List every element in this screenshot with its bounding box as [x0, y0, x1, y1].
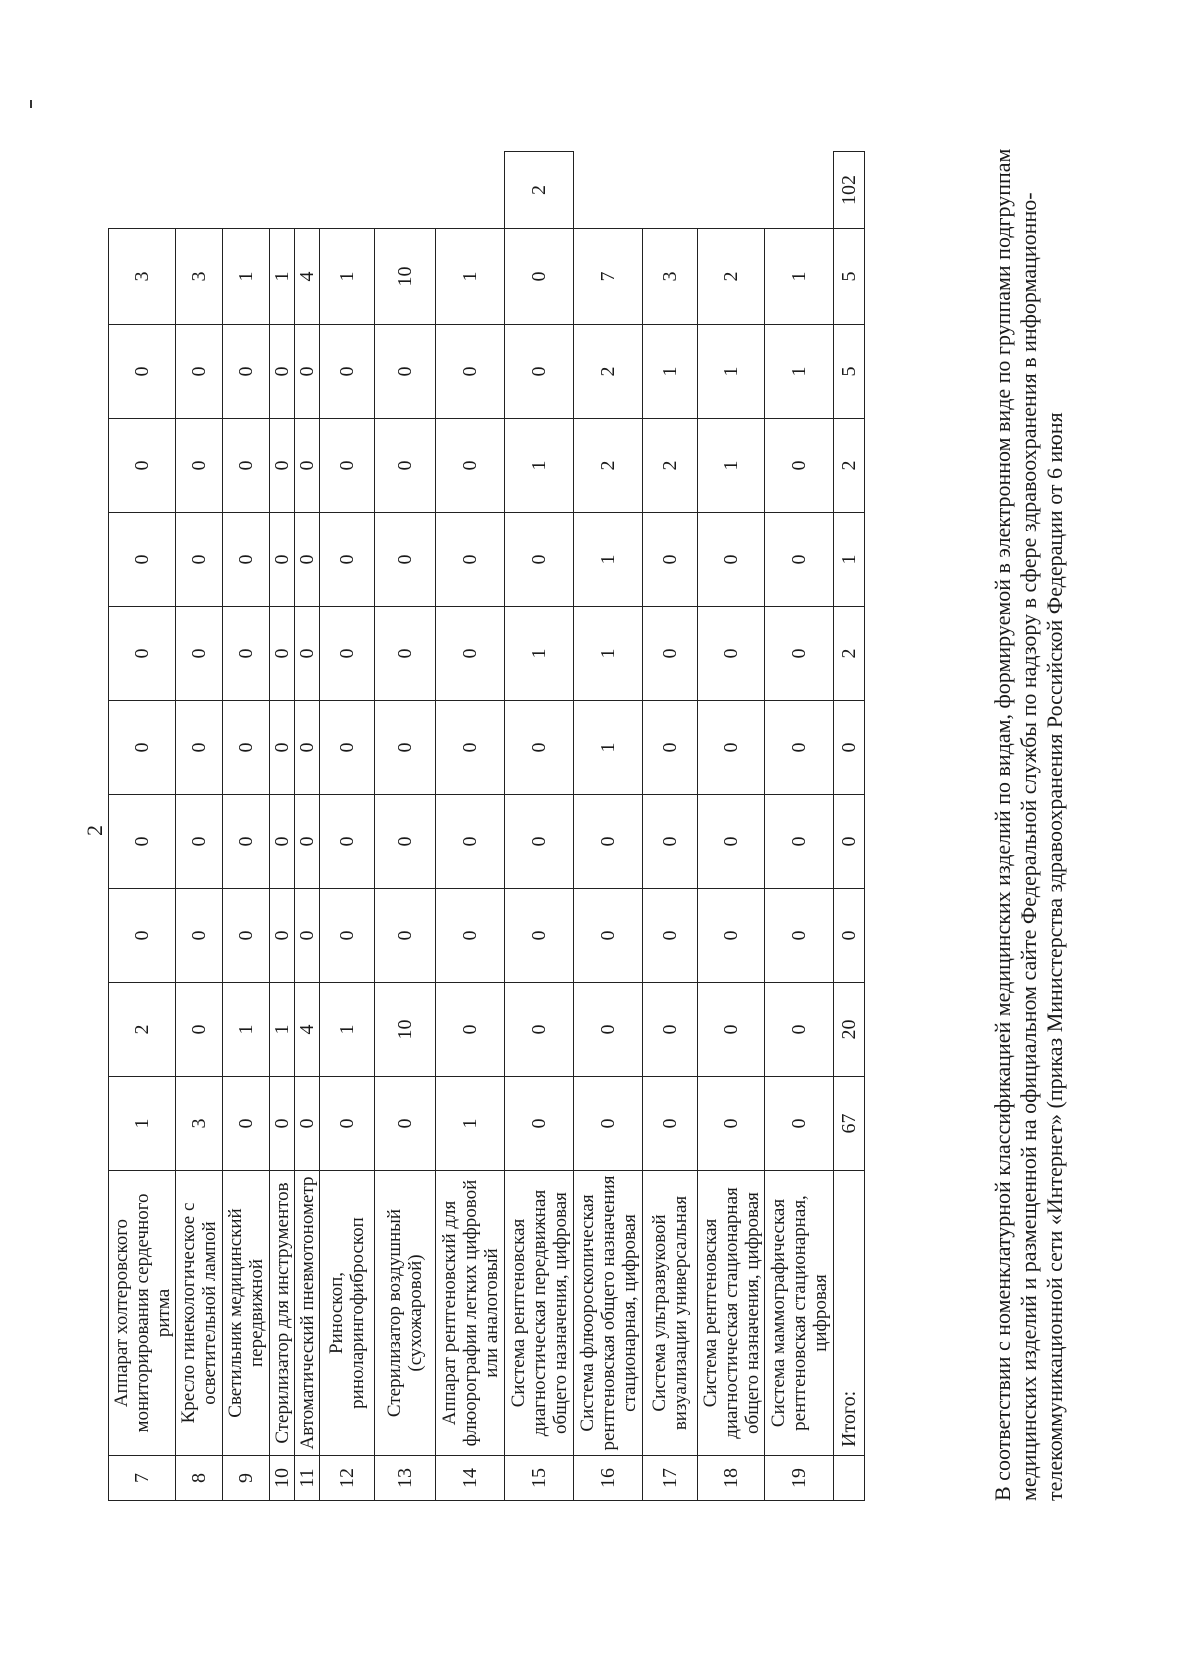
table-row — [765, 152, 834, 1501]
count-cell: 0 — [109, 889, 176, 983]
count-cell: 0 — [765, 419, 834, 513]
count-cell: 0 — [436, 983, 505, 1077]
count-cell: 1 — [109, 1077, 176, 1171]
count-cell: 0 — [270, 795, 295, 889]
page-number: 2 — [82, 825, 107, 836]
count-cell: 0 — [375, 795, 436, 889]
count-cell: 0 — [176, 325, 223, 419]
count-cell: 0 — [295, 325, 320, 419]
count-cell: 0 — [643, 889, 698, 983]
count-cell: 3 — [176, 1077, 223, 1171]
count-cell: 1 — [698, 325, 765, 419]
count-cell: 0 — [223, 607, 270, 701]
count-cell: 0 — [436, 513, 505, 607]
count-cell: 0 — [270, 419, 295, 513]
count-cell: 0 — [436, 419, 505, 513]
total-count-cell: 2 — [834, 419, 865, 513]
table-row — [176, 152, 223, 1501]
count-cell: 0 — [505, 1077, 574, 1171]
count-cell: 0 — [643, 795, 698, 889]
count-cell: 0 — [574, 983, 643, 1077]
count-cell: 0 — [505, 325, 574, 419]
row-total-cell: 2 — [505, 152, 574, 229]
count-cell: 0 — [320, 889, 375, 983]
count-cell: 1 — [505, 419, 574, 513]
count-cell: 0 — [109, 513, 176, 607]
count-cell: 0 — [436, 607, 505, 701]
row-number-cell: 14 — [436, 1456, 505, 1501]
count-cell: 0 — [765, 1077, 834, 1171]
total-label-cell: Итого: — [834, 1171, 865, 1456]
total-count-cell: 0 — [834, 701, 865, 795]
count-cell: 0 — [375, 325, 436, 419]
total-count-cell: 0 — [834, 889, 865, 983]
count-cell: 0 — [436, 795, 505, 889]
count-cell: 0 — [320, 607, 375, 701]
count-cell: 0 — [436, 889, 505, 983]
count-cell: 0 — [765, 607, 834, 701]
count-cell: 1 — [643, 325, 698, 419]
device-name-cell: Риноскоп, риноларингофиброскоп — [320, 1171, 375, 1456]
count-cell: 0 — [109, 325, 176, 419]
count-cell: 0 — [295, 889, 320, 983]
row-total-cell: 1 — [223, 229, 270, 325]
count-cell: 2 — [574, 325, 643, 419]
count-cell: 0 — [643, 513, 698, 607]
row-number-cell: 11 — [295, 1456, 320, 1501]
count-cell: 0 — [270, 607, 295, 701]
count-cell: 1 — [436, 1077, 505, 1171]
row-total-cell: 10 — [375, 229, 436, 325]
count-cell: 0 — [295, 607, 320, 701]
count-cell: 0 — [176, 607, 223, 701]
count-cell: 0 — [223, 701, 270, 795]
total-count-cell: 1 — [834, 513, 865, 607]
count-cell: 0 — [176, 513, 223, 607]
total-count-cell: 2 — [834, 607, 865, 701]
count-cell: 0 — [223, 795, 270, 889]
count-cell: 0 — [375, 701, 436, 795]
table-row — [375, 152, 436, 1501]
count-cell: 0 — [270, 513, 295, 607]
row-total-cell: 1 — [765, 229, 834, 325]
equipment-table-wrapper — [108, 151, 865, 1501]
count-cell: 0 — [643, 983, 698, 1077]
row-number-cell: 15 — [505, 1456, 574, 1501]
count-cell: 0 — [765, 701, 834, 795]
count-cell: 0 — [375, 889, 436, 983]
device-name-cell: Аппарат холтеровского мониторирования сердечного ритма — [109, 1171, 176, 1456]
device-name-cell: Система маммографическая рентгеновская стационарная, цифровая — [765, 1171, 834, 1456]
count-cell: 0 — [109, 607, 176, 701]
count-cell: 1 — [320, 983, 375, 1077]
equipment-table — [108, 151, 865, 1501]
count-cell: 0 — [109, 795, 176, 889]
count-cell: 0 — [320, 419, 375, 513]
count-cell: 0 — [574, 889, 643, 983]
count-cell: 0 — [698, 983, 765, 1077]
footnote — [990, 101, 1068, 1501]
count-cell: 0 — [176, 701, 223, 795]
count-cell: 0 — [505, 889, 574, 983]
row-number-cell: 10 — [270, 1456, 295, 1501]
device-name-cell: Стерилизатор для инструментов — [270, 1171, 295, 1456]
count-cell: 0 — [643, 1077, 698, 1171]
device-name-cell: Система флюороскопическая рентгеновская общего назначения стационарная, цифровая — [574, 1171, 643, 1456]
count-cell: 1 — [505, 607, 574, 701]
row-number-cell: 7 — [109, 1456, 176, 1501]
row-total-cell: 1 — [270, 229, 295, 325]
count-cell: 0 — [765, 513, 834, 607]
device-name-cell: Аппарат рентгеновский для флюорографии легких цифровой или аналоговый — [436, 1171, 505, 1456]
row-number-cell: 16 — [574, 1456, 643, 1501]
count-cell: 0 — [223, 325, 270, 419]
row-total-cell: 2 — [698, 229, 765, 325]
count-cell: 2 — [109, 983, 176, 1077]
row-total-cell: 1 — [320, 229, 375, 325]
empty-cell — [834, 1456, 865, 1501]
count-cell: 0 — [375, 607, 436, 701]
row-total-cell: 1 — [436, 229, 505, 325]
count-cell: 0 — [295, 1077, 320, 1171]
count-cell: 0 — [643, 701, 698, 795]
count-cell: 1 — [223, 983, 270, 1077]
count-cell: 1 — [574, 513, 643, 607]
row-number-cell: 17 — [643, 1456, 698, 1501]
count-cell: 0 — [270, 701, 295, 795]
device-name-cell: Кресло гинекологическое с осветительной лампой — [176, 1171, 223, 1456]
count-cell: 0 — [223, 513, 270, 607]
row-number-cell: 9 — [223, 1456, 270, 1501]
count-cell: 0 — [270, 325, 295, 419]
count-cell: 0 — [375, 419, 436, 513]
device-name-cell: Система ультразвуковой визуализации универсальная — [643, 1171, 698, 1456]
count-cell: 0 — [295, 419, 320, 513]
total-count-cell: 20 — [834, 983, 865, 1077]
count-cell: 4 — [295, 983, 320, 1077]
count-cell: 2 — [574, 419, 643, 513]
count-cell: 0 — [270, 1077, 295, 1171]
count-cell: 0 — [698, 607, 765, 701]
row-number-cell: 8 — [176, 1456, 223, 1501]
count-cell: 0 — [765, 983, 834, 1077]
table-row — [223, 152, 270, 1501]
count-cell: 0 — [505, 229, 574, 325]
count-cell: 0 — [270, 889, 295, 983]
device-name-cell: Система рентгеновская диагностическая стационарная общего назначения, цифровая — [698, 1171, 765, 1456]
count-cell: 0 — [505, 795, 574, 889]
table-row — [698, 152, 765, 1501]
device-name-cell: Стерилизатор воздушный (сухожаровой) — [375, 1171, 436, 1456]
table-row — [320, 152, 375, 1501]
count-cell: 1 — [270, 983, 295, 1077]
count-cell: 0 — [436, 325, 505, 419]
count-cell: 0 — [505, 701, 574, 795]
row-number-cell: 12 — [320, 1456, 375, 1501]
count-cell: 0 — [643, 607, 698, 701]
device-name-cell: Система рентгеновская диагностическая передвижная общего назначения, цифровая — [505, 1171, 574, 1456]
device-name-cell: Автоматический пневмотонометр — [295, 1171, 320, 1456]
count-cell: 0 — [223, 889, 270, 983]
count-cell: 0 — [698, 1077, 765, 1171]
count-cell: 2 — [643, 419, 698, 513]
count-cell: 0 — [295, 701, 320, 795]
count-cell: 0 — [176, 419, 223, 513]
row-number-cell: 19 — [765, 1456, 834, 1501]
row-total-cell: 7 — [574, 229, 643, 325]
equipment-table-body — [109, 152, 865, 1501]
count-cell: 0 — [109, 701, 176, 795]
count-cell: 0 — [320, 795, 375, 889]
row-number-cell: 18 — [698, 1456, 765, 1501]
row-total-cell: 3 — [176, 229, 223, 325]
count-cell: 0 — [698, 701, 765, 795]
count-cell: 0 — [574, 1077, 643, 1171]
count-cell: 1 — [698, 419, 765, 513]
count-cell: 0 — [765, 889, 834, 983]
table-row — [295, 152, 320, 1501]
count-cell: 0 — [375, 1077, 436, 1171]
table-row — [574, 152, 643, 1501]
count-cell: 0 — [436, 701, 505, 795]
count-cell: 0 — [765, 795, 834, 889]
count-cell: 0 — [223, 419, 270, 513]
total-row — [834, 152, 865, 1501]
count-cell: 0 — [320, 701, 375, 795]
count-cell: 0 — [223, 1077, 270, 1171]
table-row — [436, 152, 505, 1501]
count-cell: 0 — [320, 513, 375, 607]
count-cell: 1 — [765, 325, 834, 419]
row-number-cell: 13 — [375, 1456, 436, 1501]
count-cell: 0 — [320, 325, 375, 419]
table-row — [505, 152, 574, 1501]
total-count-cell: 67 — [834, 1077, 865, 1171]
total-count-cell: 5 — [834, 325, 865, 419]
row-total-cell: 3 — [109, 229, 176, 325]
footnote-text: В соответствии с номенклатурной классификацией медицинских изделий по видам, формируемой в электронном виде по группами подгруппам медицинских изделий и размещенной на официальном сайте Федеральной службы по надзору в сфере здравоохранения в информационно-телекоммуникационной сети «Интернет» (приказ Министерства здравоохранения Российской Федерации от 6 июня — [990, 148, 1067, 1501]
count-cell: 10 — [375, 983, 436, 1077]
count-cell: 0 — [176, 983, 223, 1077]
count-cell: 1 — [574, 701, 643, 795]
row-total-cell: 3 — [643, 229, 698, 325]
count-cell: 0 — [320, 1077, 375, 1171]
total-count-cell: 0 — [834, 795, 865, 889]
count-cell: 0 — [176, 795, 223, 889]
count-cell: 0 — [109, 419, 176, 513]
count-cell: 0 — [176, 889, 223, 983]
count-cell: 0 — [698, 513, 765, 607]
count-cell: 0 — [574, 795, 643, 889]
count-cell: 1 — [574, 607, 643, 701]
count-cell: 0 — [505, 513, 574, 607]
count-cell: 0 — [295, 513, 320, 607]
table-row — [643, 152, 698, 1501]
count-cell: 0 — [505, 983, 574, 1077]
count-cell: 0 — [375, 513, 436, 607]
count-cell: 0 — [295, 795, 320, 889]
total-count-cell: 5 — [834, 229, 865, 325]
device-name-cell: Светильник медицинский передвижной — [223, 1171, 270, 1456]
row-total-cell: 4 — [295, 229, 320, 325]
table-row — [109, 152, 176, 1501]
count-cell: 0 — [698, 795, 765, 889]
table-row — [270, 152, 295, 1501]
count-cell: 0 — [698, 889, 765, 983]
grand-total-cell: 102 — [834, 152, 865, 229]
